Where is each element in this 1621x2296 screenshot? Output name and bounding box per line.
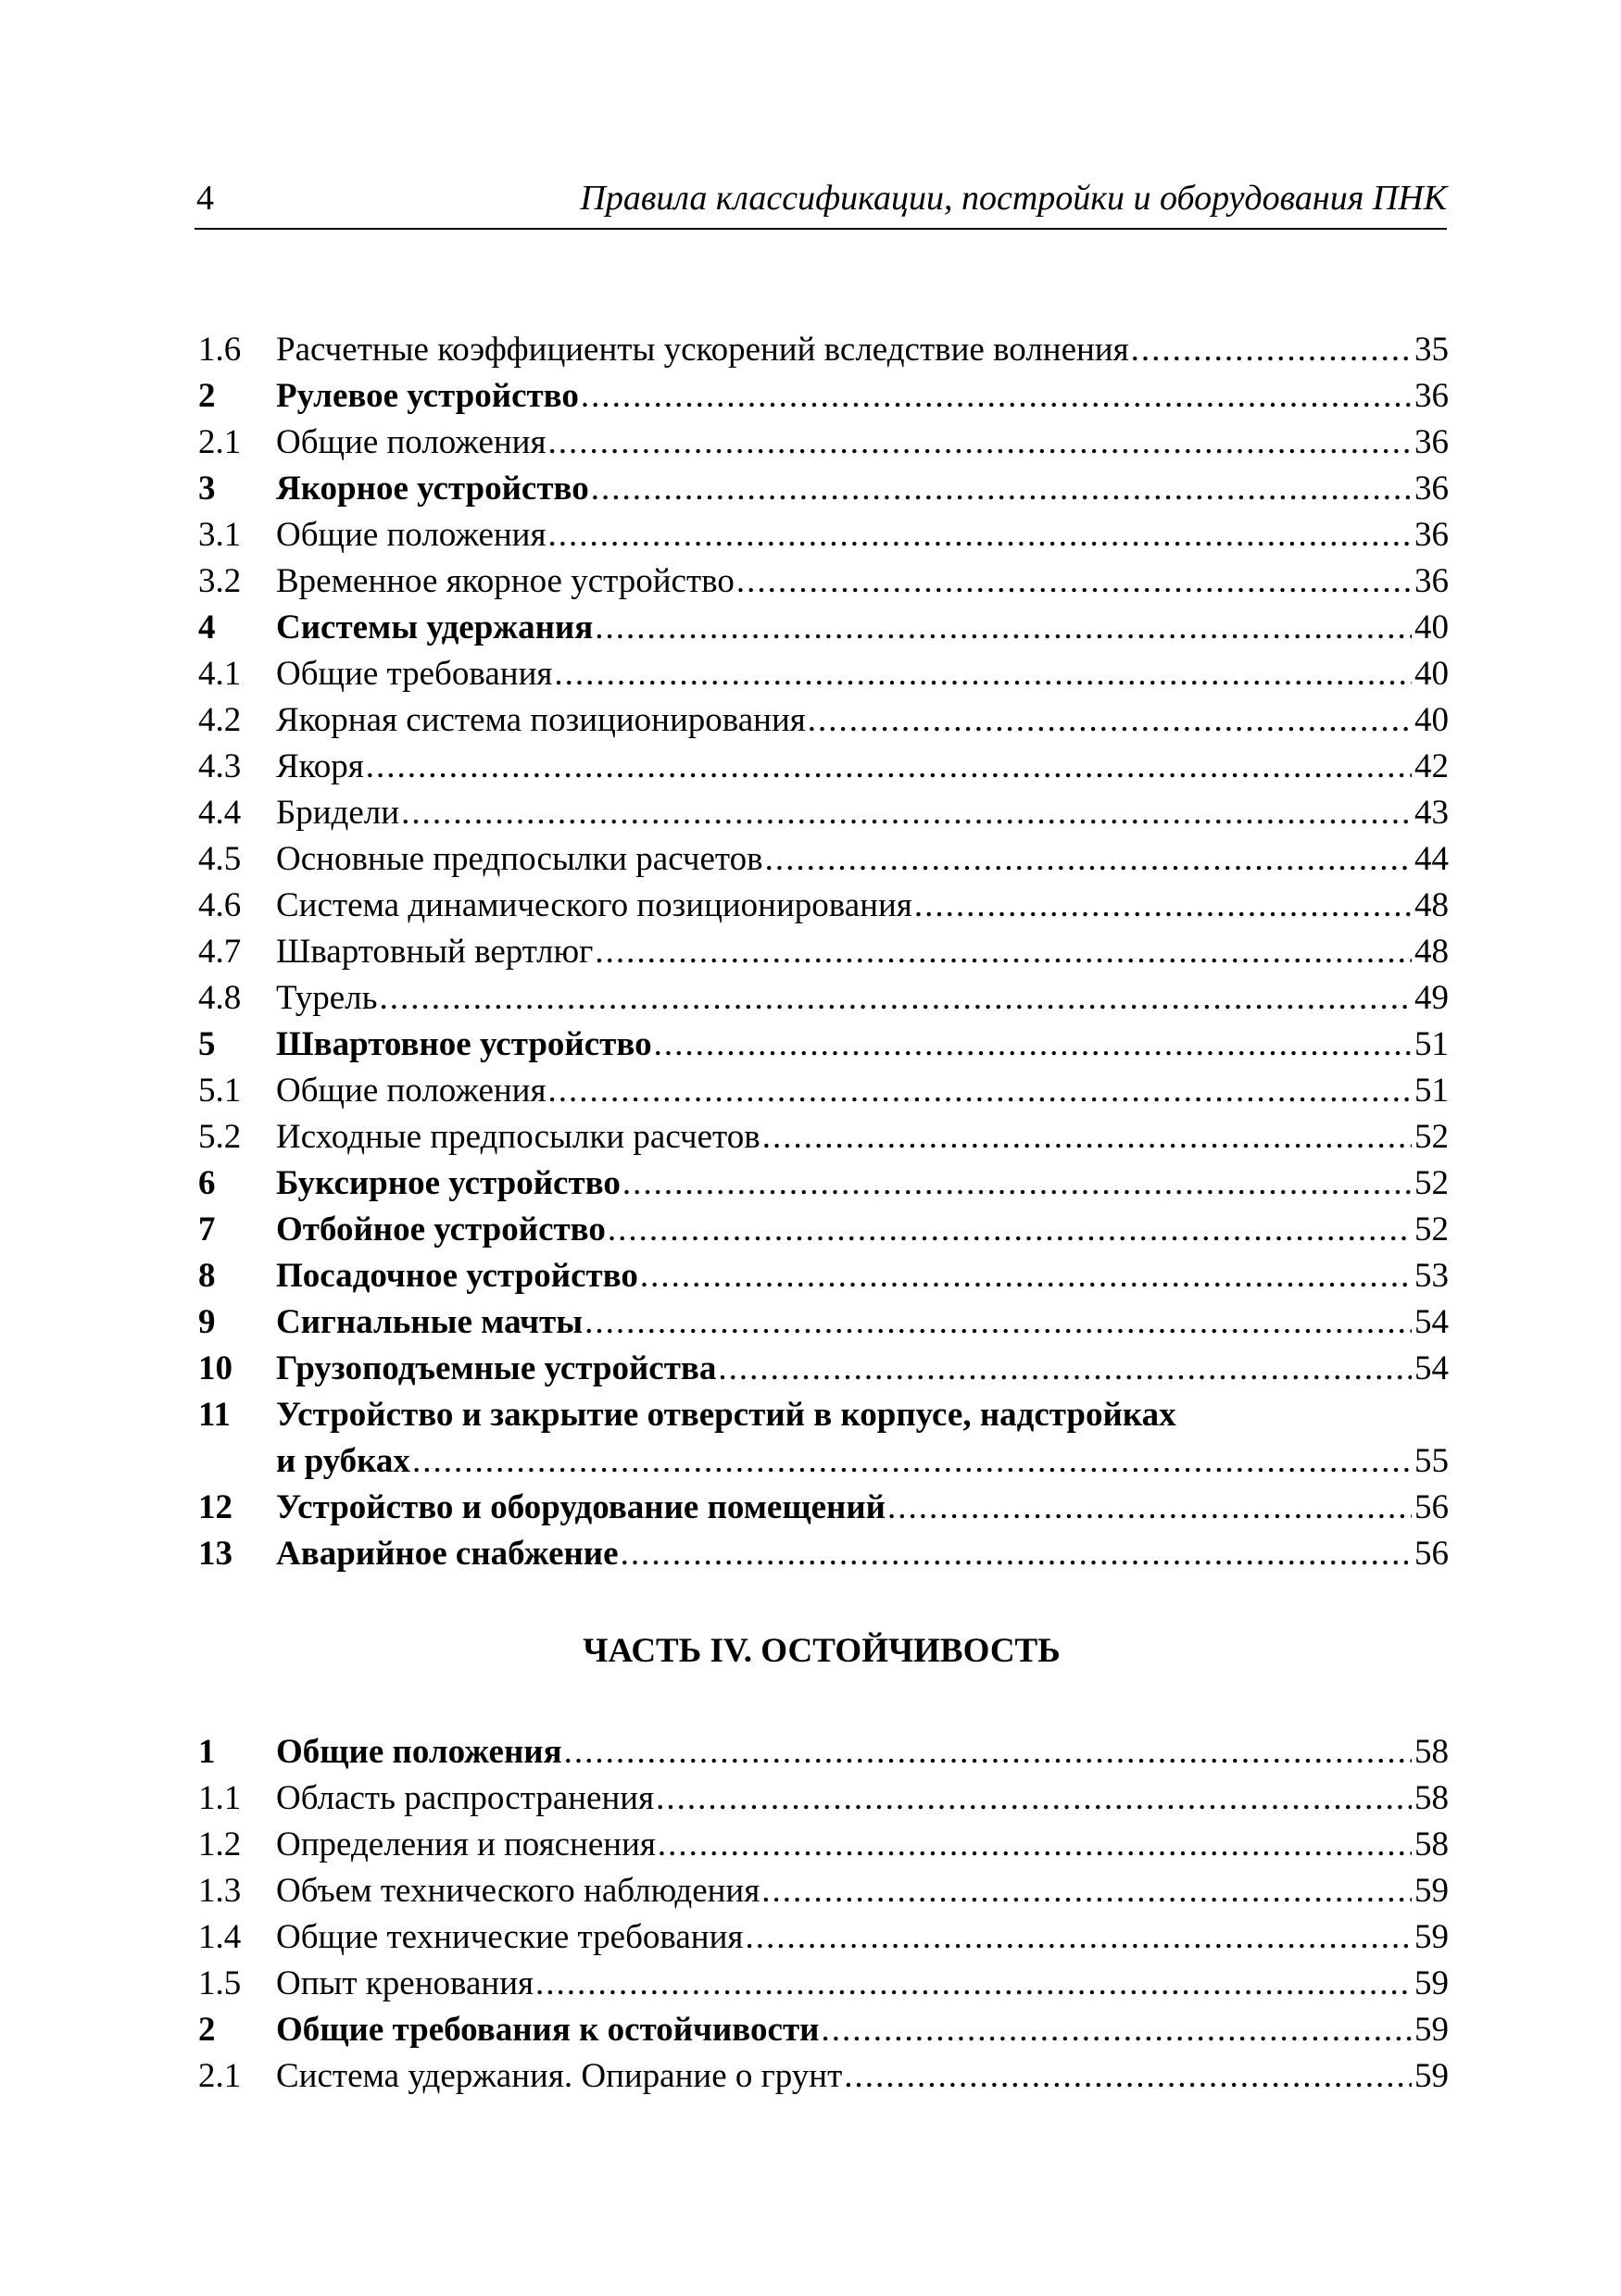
toc-entry-leader-line (276, 1729, 1449, 1775)
toc-entry-page: 36 (1414, 516, 1449, 554)
toc-dot-leader (640, 1253, 1412, 1299)
toc-entry-title: Посадочное устройство (276, 1257, 638, 1295)
toc-dot-leader (547, 1068, 1412, 1114)
toc-entry-page: 48 (1414, 886, 1449, 924)
toc-entry-page: 58 (1414, 1733, 1449, 1771)
toc-dot-leader (591, 466, 1412, 512)
toc-entry-leader-line (276, 1775, 1449, 1822)
toc-entry-number: 4.3 (198, 747, 242, 785)
toc-dot-leader (887, 1485, 1412, 1531)
toc-entry-title: Отбойное устройство (276, 1211, 606, 1248)
toc-entry-number: 9 (198, 1303, 216, 1341)
toc-entry-number: 2 (198, 377, 216, 415)
toc-dot-leader (658, 1822, 1412, 1868)
toc-entry-title: Турель (276, 979, 378, 1017)
toc-entry-body (276, 1729, 1449, 1775)
toc-entry-body (276, 651, 1449, 697)
toc-entry-title: Исходные предпосылки расчетов (276, 1118, 760, 1156)
toc-entry-title: Общие требования (276, 655, 553, 693)
toc-entry-number: 1.5 (198, 1964, 242, 2002)
toc-entry (198, 1022, 1449, 1068)
toc-entry-body (276, 1346, 1449, 1392)
toc-entry-title: Область распространения (276, 1779, 655, 1817)
toc-entry-body (276, 1207, 1449, 1253)
toc-entry-title: Система динамического позиционирования (276, 886, 912, 924)
toc-entry-page: 59 (1414, 1918, 1449, 1956)
toc-dot-leader (745, 1914, 1412, 1961)
toc-entry-page: 51 (1414, 1025, 1449, 1063)
toc-entry-number: 13 (198, 1535, 232, 1573)
toc-entry-number: 1.3 (198, 1872, 242, 1910)
toc-entry-number: 1.2 (198, 1826, 242, 1863)
toc-entry-title: Общие положения (276, 1733, 562, 1771)
toc-dot-leader (584, 1299, 1412, 1346)
toc-entry-body (276, 697, 1449, 744)
toc-entry (198, 1868, 1449, 1914)
toc-entry (198, 1346, 1449, 1392)
toc-entry-number: 11 (198, 1396, 231, 1434)
toc-entry-page: 53 (1414, 1257, 1449, 1295)
toc-entry-page: 40 (1414, 609, 1449, 646)
toc-entry-body (276, 327, 1449, 373)
toc-entry-title: Общие положения (276, 423, 547, 461)
toc-entry-number: 2.1 (198, 423, 242, 461)
toc-dot-leader (380, 975, 1412, 1022)
toc-entry-title: Бридели (276, 794, 400, 832)
toc-dot-leader (366, 744, 1412, 790)
toc-entry-number: 3.1 (198, 516, 242, 554)
toc-entry-body (276, 605, 1449, 651)
page-number: 4 (196, 179, 214, 218)
toc-entry-page: 54 (1414, 1303, 1449, 1341)
toc-entry-number: 10 (198, 1349, 232, 1387)
toc-entry-title: Швартовный вертлюг (276, 933, 594, 971)
toc-entry-number: 4.7 (198, 933, 242, 971)
toc-entry-body (276, 1961, 1449, 2007)
toc-dot-leader (761, 1868, 1412, 1914)
toc-entry-leader-line (276, 883, 1449, 929)
toc-entry-leader-line (276, 1068, 1449, 1114)
toc-entry-body (276, 975, 1449, 1022)
toc-entry-number: 1.6 (198, 331, 242, 369)
toc-entry-number: 4.5 (198, 840, 242, 878)
toc-entry (198, 744, 1449, 790)
toc-entry-body (276, 883, 1449, 929)
toc-entry-title: Якоря (276, 747, 364, 785)
toc-entry-title: Аварийное снабжение (276, 1535, 619, 1573)
toc-entry-title-line1: Устройство и закрытие отверстий в корпусе, надстройках (276, 1396, 1176, 1434)
toc-entry (198, 975, 1449, 1022)
toc-entry (198, 1253, 1449, 1299)
toc-entry-page: 59 (1414, 2011, 1449, 2049)
toc-dot-leader (654, 1022, 1412, 1068)
toc-entry-page: 36 (1414, 562, 1449, 600)
toc-entry-body (276, 929, 1449, 975)
toc-entry-body (276, 512, 1449, 558)
toc-entry (198, 512, 1449, 558)
toc-entry-number: 5 (198, 1025, 216, 1063)
toc-part-3 (198, 327, 1449, 1577)
toc-entry-leader-line (276, 512, 1449, 558)
toc-dot-leader (622, 1161, 1412, 1207)
toc-entry (198, 1161, 1449, 1207)
toc-entry (198, 420, 1449, 466)
toc-dot-leader (595, 929, 1412, 975)
toc-entry (198, 1299, 1449, 1346)
toc-entry-title: Определения и пояснения (276, 1826, 656, 1863)
toc-entry-leader-line (276, 1868, 1449, 1914)
toc-entry-body (276, 2053, 1449, 2100)
toc-entry-title: Швартовное устройство (276, 1025, 652, 1063)
toc-entry (198, 1729, 1449, 1775)
running-header (195, 178, 1447, 230)
toc-entry-body (276, 373, 1449, 420)
toc-entry-page: 52 (1414, 1118, 1449, 1156)
toc-entry (198, 1114, 1449, 1161)
toc-dot-leader (535, 1961, 1412, 2007)
toc-entry-leader-line (276, 466, 1449, 512)
toc-dot-leader (821, 2007, 1412, 2053)
toc-entry-page: 59 (1414, 1872, 1449, 1910)
toc-entry-page: 42 (1414, 747, 1449, 785)
toc-entry-body (276, 558, 1449, 605)
toc-entry-leader-line (276, 1114, 1449, 1161)
toc-entry-body (276, 1822, 1449, 1868)
toc-entry-title: Устройство и оборудование помещений (276, 1488, 886, 1526)
toc-entry (198, 1392, 1449, 1485)
toc-entry-body (276, 836, 1449, 883)
toc-entry-page: 52 (1414, 1211, 1449, 1248)
part-heading: ЧАСТЬ IV. ОСТОЙЧИВОСТЬ (583, 1632, 1061, 1670)
toc-entry-leader-line (276, 1022, 1449, 1068)
toc-entry-page: 59 (1414, 1964, 1449, 2002)
toc-entry-leader-line (276, 1531, 1449, 1577)
toc-entry-page: 36 (1414, 470, 1449, 508)
toc-entry (198, 836, 1449, 883)
toc-entry-number: 2.1 (198, 2057, 242, 2095)
toc-dot-leader (412, 1438, 1412, 1485)
toc-entry-page: 56 (1414, 1535, 1449, 1573)
toc-entry-number: 4.1 (198, 655, 242, 693)
toc-entry-leader-line (276, 1438, 1449, 1485)
toc-entry-leader-line (276, 1822, 1449, 1868)
toc-entry-leader-line (276, 373, 1449, 420)
toc-entry-leader-line (276, 836, 1449, 883)
toc-entry-page: 36 (1414, 423, 1449, 461)
toc-entry (198, 1914, 1449, 1961)
toc-entry-number: 4.2 (198, 701, 242, 739)
toc-entry-leader-line (276, 929, 1449, 975)
toc-entry-leader-line (276, 605, 1449, 651)
toc-entry-leader-line (276, 790, 1449, 836)
toc-entry-page: 58 (1414, 1779, 1449, 1817)
toc-entry-title: Система удержания. Опирание о грунт (276, 2057, 843, 2095)
toc-entry-page: 48 (1414, 933, 1449, 971)
toc-entry-page: 55 (1414, 1442, 1449, 1480)
toc-entry (198, 466, 1449, 512)
toc-entry-title: Общие требования к остойчивости (276, 2011, 820, 2049)
toc-entry-number: 4.4 (198, 794, 242, 832)
toc-entry-leader-line (276, 1961, 1449, 2007)
toc-entry-number: 5.2 (198, 1118, 242, 1156)
toc-dot-leader (718, 1346, 1412, 1392)
toc-entry-number: 7 (198, 1211, 216, 1248)
toc-entry-number: 3.2 (198, 562, 242, 600)
toc-dot-leader (765, 836, 1412, 883)
toc-entry-number: 4.8 (198, 979, 242, 1017)
toc-entry-page: 36 (1414, 377, 1449, 415)
toc-entry (198, 1485, 1449, 1531)
toc-entry-title: и рубках (276, 1442, 410, 1480)
toc-entry (198, 2053, 1449, 2100)
toc-entry-leader-line (276, 420, 1449, 466)
toc-entry-leader-line (276, 1161, 1449, 1207)
toc-entry-body (276, 1485, 1449, 1531)
toc-entry (198, 651, 1449, 697)
toc-entry-number: 4.6 (198, 886, 242, 924)
toc-entry-title: Расчетные коэффициенты ускорений вследствие волнения (276, 331, 1129, 369)
toc-entry-leader-line (276, 1299, 1449, 1346)
toc-entry-number: 12 (198, 1488, 232, 1526)
toc-entry-number: 4 (198, 609, 216, 646)
toc-entry-leader-line (276, 2053, 1449, 2100)
toc-entry-title: Опыт кренования (276, 1964, 534, 2002)
toc-dot-leader (844, 2053, 1412, 2100)
toc-entry-title: Объем технического наблюдения (276, 1872, 760, 1910)
toc-entry (198, 2007, 1449, 2053)
toc-dot-leader (554, 651, 1412, 697)
toc-entry-page: 49 (1414, 979, 1449, 1017)
toc-entry-page: 54 (1414, 1349, 1449, 1387)
toc-entry-body (276, 790, 1449, 836)
toc-dot-leader (621, 1531, 1412, 1577)
toc-entry-body (276, 1161, 1449, 1207)
toc-entry-leader-line (276, 1346, 1449, 1392)
toc-entry-leader-line (276, 1485, 1449, 1531)
toc-entry-leader-line (276, 1207, 1449, 1253)
toc-entry-body (276, 1299, 1449, 1346)
toc-entry-body (276, 466, 1449, 512)
toc-entry-page: 40 (1414, 701, 1449, 739)
toc-entry (198, 883, 1449, 929)
toc-dot-leader (547, 512, 1412, 558)
toc-dot-leader (762, 1114, 1412, 1161)
toc-dot-leader (808, 697, 1412, 744)
toc-entry-number: 8 (198, 1257, 216, 1295)
toc-entry-title: Временное якорное устройство (276, 562, 735, 600)
toc-entry-title: Системы удержания (276, 609, 594, 646)
toc-dot-leader (914, 883, 1412, 929)
toc-entry-body (276, 744, 1449, 790)
toc-entry-body (276, 1868, 1449, 1914)
toc-entry (198, 327, 1449, 373)
toc-entry-leader-line (276, 2007, 1449, 2053)
toc-entry-body (276, 1392, 1449, 1485)
toc-dot-leader (1131, 327, 1412, 373)
toc-entry-title: Общие технические требования (276, 1918, 744, 1956)
toc-entry-title: Сигнальные мачты (276, 1303, 584, 1341)
toc-entry-leader-line (276, 1914, 1449, 1961)
toc-entry-title: Общие положения (276, 1072, 547, 1110)
toc-entry (198, 1822, 1449, 1868)
toc-entry-page: 35 (1414, 331, 1449, 369)
toc-entry-number: 2 (198, 2011, 216, 2049)
toc-entry-body (276, 1068, 1449, 1114)
toc-entry-title: Грузоподъемные устройства (276, 1349, 717, 1387)
toc-entry-title: Якорная система позиционирования (276, 701, 806, 739)
toc-entry-title: Якорное устройство (276, 470, 589, 508)
toc-entry (198, 697, 1449, 744)
toc-dot-leader (608, 1207, 1412, 1253)
toc-entry-number: 1.4 (198, 1918, 242, 1956)
toc-entry-title: Рулевое устройство (276, 377, 579, 415)
toc-entry (198, 790, 1449, 836)
toc-entry-number: 6 (198, 1164, 216, 1202)
toc-entry (198, 1961, 1449, 2007)
toc-entry-number: 3 (198, 470, 216, 508)
toc-entry-body (276, 1531, 1449, 1577)
toc-dot-leader (656, 1775, 1412, 1822)
toc-entry (198, 1207, 1449, 1253)
toc-entry (198, 1068, 1449, 1114)
toc-dot-leader (564, 1729, 1412, 1775)
toc-entry-title: Основные предпосылки расчетов (276, 840, 763, 878)
toc-entry-leader-line (276, 651, 1449, 697)
toc-entry (198, 1775, 1449, 1822)
toc-entry-number: 5.1 (198, 1072, 242, 1110)
toc-entry (198, 929, 1449, 975)
toc-entry-page: 43 (1414, 794, 1449, 832)
toc-entry-body (276, 2007, 1449, 2053)
toc-entry (198, 558, 1449, 605)
toc-entry-body (276, 1022, 1449, 1068)
toc-entry-leader-line (276, 327, 1449, 373)
toc-dot-leader (401, 790, 1412, 836)
toc-entry-page: 59 (1414, 2057, 1449, 2095)
toc-entry-page: 56 (1414, 1488, 1449, 1526)
toc-entry-page: 40 (1414, 655, 1449, 693)
toc-entry-title: Буксирное устройство (276, 1164, 621, 1202)
toc-entry-page: 52 (1414, 1164, 1449, 1202)
toc-dot-leader (595, 605, 1412, 651)
toc-entry-title: Общие положения (276, 516, 547, 554)
toc-entry (198, 373, 1449, 420)
toc-entry-body (276, 420, 1449, 466)
toc-entry-leader-line (276, 558, 1449, 605)
toc-entry-body (276, 1253, 1449, 1299)
toc-entry-page: 58 (1414, 1826, 1449, 1863)
running-title: Правила классификации, постройки и оборудования ПНК (580, 179, 1447, 218)
toc-dot-leader (736, 558, 1412, 605)
toc-dot-leader (547, 420, 1412, 466)
toc-entry-leader-line (276, 744, 1449, 790)
toc-entry-body (276, 1775, 1449, 1822)
toc-entry (198, 605, 1449, 651)
toc-entry-number: 1 (198, 1733, 216, 1771)
toc-dot-leader (581, 373, 1412, 420)
toc-entry-number: 1.1 (198, 1779, 242, 1817)
toc-entry-body (276, 1914, 1449, 1961)
toc-entry (198, 1531, 1449, 1577)
toc-entry-leader-line (276, 697, 1449, 744)
toc-entry-body (276, 1114, 1449, 1161)
toc-entry-page: 51 (1414, 1072, 1449, 1110)
toc-entry-page: 44 (1414, 840, 1449, 878)
toc-part-4 (198, 1729, 1449, 2100)
toc-entry-leader-line (276, 1253, 1449, 1299)
toc-entry-leader-line (276, 975, 1449, 1022)
